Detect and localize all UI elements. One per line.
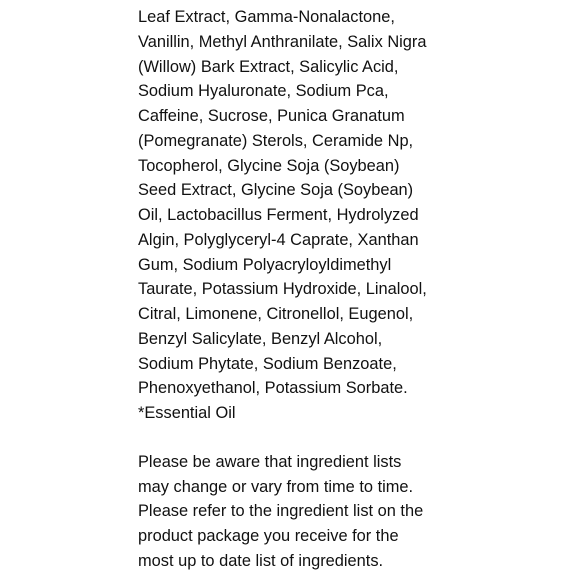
ingredient-line: Seed Extract, Glycine Soja (Soybean) — [138, 181, 414, 200]
ingredient-line: Taurate, Potassium Hydroxide, Linalool, — [138, 280, 427, 299]
disclaimer-line: product package you receive for the — [138, 527, 399, 545]
ingredient-line: (Willow) Bark Extract, Salicylic Acid, — [138, 57, 399, 76]
ingredient-line: Leaf Extract, Gamma-Nonalactone, — [138, 8, 395, 26]
ingredient-line: Vanillin, Methyl Anthranilate, Salix Nigra — [138, 32, 427, 51]
ingredient-line: (Pomegranate) Sterols, Ceramide Np, — [138, 131, 414, 150]
ingredient-line: Citral, Limonene, Citronellol, Eugenol, — [138, 305, 414, 323]
ingredient-line: Algin, Polyglyceryl-4 Caprate, Xanthan — [138, 230, 419, 249]
disclaimer-line: Please be aware that ingredient lists — [138, 452, 402, 471]
ingredient-line: Sodium Phytate, Sodium Benzoate, — [138, 354, 397, 373]
ingredient-line: Tocopherol, Glycine Soja (Soybean) — [138, 156, 400, 175]
essential-oil-note: *Essential Oil — [138, 404, 236, 422]
disclaimer-line: most up to date list of ingredients. — [138, 551, 384, 570]
ingredient-line: Sodium Hyaluronate, Sodium Pca, — [138, 82, 389, 101]
ingredient-list — [138, 5, 468, 426]
disclaimer-line: may change or vary from time to time. — [138, 477, 414, 496]
ingredient-line: Phenoxyethanol, Potassium Sorbate. — [138, 379, 408, 398]
disclaimer-line: Please refer to the ingredient list on the — [138, 502, 424, 521]
ingredients-panel — [138, 5, 468, 574]
ingredient-disclaimer — [138, 450, 468, 574]
ingredient-line: Benzyl Salicylate, Benzyl Alcohol, — [138, 329, 383, 348]
ingredient-line: Caffeine, Sucrose, Punica Granatum — [138, 107, 405, 125]
ingredient-line: Gum, Sodium Polyacryloyldimethyl — [138, 255, 392, 274]
ingredient-line: Oil, Lactobacillus Ferment, Hydrolyzed — [138, 206, 419, 224]
